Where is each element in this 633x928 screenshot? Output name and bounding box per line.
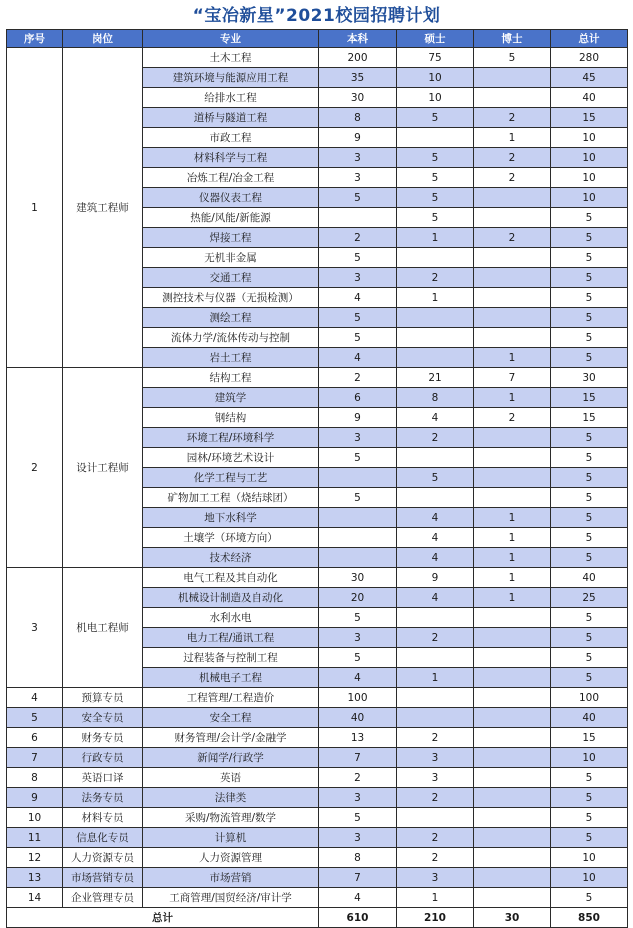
cell-position: 人力资源专员 <box>63 848 143 868</box>
cell-bachelor: 5 <box>319 308 397 328</box>
cell-major: 法律类 <box>143 788 319 808</box>
cell-master: 4 <box>397 548 474 568</box>
cell-bachelor: 5 <box>319 648 397 668</box>
cell-master <box>397 348 474 368</box>
table-row <box>7 868 628 888</box>
table-row <box>7 888 628 908</box>
cell-master: 5 <box>397 188 474 208</box>
cell-total: 10 <box>551 188 628 208</box>
total-master: 210 <box>397 908 474 928</box>
cell-bachelor: 5 <box>319 808 397 828</box>
cell-master: 21 <box>397 368 474 388</box>
cell-no: 10 <box>7 808 63 828</box>
cell-bachelor: 2 <box>319 228 397 248</box>
cell-master: 2 <box>397 788 474 808</box>
cell-master <box>397 608 474 628</box>
cell-major: 交通工程 <box>143 268 319 288</box>
total-row <box>7 908 628 928</box>
cell-bachelor: 4 <box>319 668 397 688</box>
cell-phd <box>474 428 551 448</box>
cell-major: 过程装备与控制工程 <box>143 648 319 668</box>
cell-position: 法务专员 <box>63 788 143 808</box>
cell-phd: 1 <box>474 528 551 548</box>
cell-major: 水利水电 <box>143 608 319 628</box>
cell-position: 材料专员 <box>63 808 143 828</box>
cell-major: 测绘工程 <box>143 308 319 328</box>
cell-master: 2 <box>397 268 474 288</box>
table-body <box>7 48 628 908</box>
table-row <box>7 688 628 708</box>
cell-master: 5 <box>397 108 474 128</box>
cell-bachelor: 20 <box>319 588 397 608</box>
cell-master: 10 <box>397 88 474 108</box>
cell-master: 4 <box>397 408 474 428</box>
cell-total: 5 <box>551 548 628 568</box>
cell-total: 5 <box>551 888 628 908</box>
cell-bachelor: 5 <box>319 188 397 208</box>
cell-no: 2 <box>7 368 63 568</box>
cell-master <box>397 708 474 728</box>
cell-major: 技术经济 <box>143 548 319 568</box>
cell-bachelor: 35 <box>319 68 397 88</box>
cell-bachelor: 3 <box>319 788 397 808</box>
cell-master: 9 <box>397 568 474 588</box>
cell-bachelor: 4 <box>319 888 397 908</box>
cell-total: 40 <box>551 568 628 588</box>
cell-total: 5 <box>551 608 628 628</box>
cell-bachelor <box>319 208 397 228</box>
cell-phd <box>474 208 551 228</box>
cell-bachelor: 40 <box>319 708 397 728</box>
cell-position: 机电工程师 <box>63 568 143 688</box>
table-row <box>7 728 628 748</box>
cell-phd <box>474 688 551 708</box>
cell-master: 4 <box>397 508 474 528</box>
cell-no: 5 <box>7 708 63 728</box>
table-row <box>7 828 628 848</box>
cell-phd <box>474 728 551 748</box>
cell-total: 25 <box>551 588 628 608</box>
cell-bachelor: 6 <box>319 388 397 408</box>
table-row <box>7 848 628 868</box>
cell-total: 5 <box>551 648 628 668</box>
cell-master: 2 <box>397 628 474 648</box>
cell-position: 信息化专员 <box>63 828 143 848</box>
cell-master <box>397 648 474 668</box>
cell-total: 5 <box>551 448 628 468</box>
cell-bachelor: 8 <box>319 108 397 128</box>
cell-total: 5 <box>551 768 628 788</box>
header-bachelor: 本科 <box>319 30 397 48</box>
cell-phd: 1 <box>474 588 551 608</box>
cell-phd <box>474 248 551 268</box>
cell-position: 预算专员 <box>63 688 143 708</box>
cell-total: 5 <box>551 348 628 368</box>
cell-phd <box>474 628 551 648</box>
cell-phd: 1 <box>474 388 551 408</box>
cell-total: 45 <box>551 68 628 88</box>
cell-phd: 2 <box>474 108 551 128</box>
table-row <box>7 48 628 68</box>
cell-phd <box>474 788 551 808</box>
header-major: 专业 <box>143 30 319 48</box>
cell-major: 安全工程 <box>143 708 319 728</box>
cell-bachelor: 3 <box>319 428 397 448</box>
cell-no: 6 <box>7 728 63 748</box>
cell-major: 电气工程及其自动化 <box>143 568 319 588</box>
cell-major: 结构工程 <box>143 368 319 388</box>
cell-bachelor: 7 <box>319 748 397 768</box>
cell-phd <box>474 808 551 828</box>
cell-major: 道桥与隧道工程 <box>143 108 319 128</box>
cell-major: 仪器仪表工程 <box>143 188 319 208</box>
cell-phd <box>474 68 551 88</box>
cell-major: 计算机 <box>143 828 319 848</box>
cell-total: 10 <box>551 148 628 168</box>
total-phd: 30 <box>474 908 551 928</box>
cell-bachelor: 5 <box>319 248 397 268</box>
cell-position: 安全专员 <box>63 708 143 728</box>
cell-position: 行政专员 <box>63 748 143 768</box>
cell-bachelor: 13 <box>319 728 397 748</box>
cell-master: 1 <box>397 668 474 688</box>
cell-phd <box>474 748 551 768</box>
cell-total: 5 <box>551 428 628 448</box>
cell-phd: 1 <box>474 348 551 368</box>
cell-total: 280 <box>551 48 628 68</box>
cell-phd <box>474 268 551 288</box>
cell-phd <box>474 288 551 308</box>
cell-major: 园林/环境艺术设计 <box>143 448 319 468</box>
total-bachelor: 610 <box>319 908 397 928</box>
table-row <box>7 808 628 828</box>
cell-phd <box>474 648 551 668</box>
cell-major: 土壤学（环境方向） <box>143 528 319 548</box>
header-master: 硕士 <box>397 30 474 48</box>
cell-phd: 2 <box>474 228 551 248</box>
cell-master <box>397 308 474 328</box>
cell-master <box>397 488 474 508</box>
table-row <box>7 768 628 788</box>
total-label: 总计 <box>7 908 319 928</box>
cell-total: 10 <box>551 168 628 188</box>
cell-bachelor: 3 <box>319 168 397 188</box>
cell-bachelor: 4 <box>319 288 397 308</box>
cell-major: 英语 <box>143 768 319 788</box>
cell-major: 给排水工程 <box>143 88 319 108</box>
cell-master: 1 <box>397 228 474 248</box>
cell-total: 15 <box>551 408 628 428</box>
cell-total: 5 <box>551 508 628 528</box>
cell-bachelor: 3 <box>319 628 397 648</box>
cell-bachelor: 30 <box>319 568 397 588</box>
cell-phd: 5 <box>474 48 551 68</box>
cell-total: 5 <box>551 668 628 688</box>
cell-no: 1 <box>7 48 63 368</box>
cell-no: 4 <box>7 688 63 708</box>
cell-total: 5 <box>551 308 628 328</box>
cell-bachelor: 30 <box>319 88 397 108</box>
cell-phd: 2 <box>474 148 551 168</box>
cell-phd <box>474 308 551 328</box>
table-row <box>7 788 628 808</box>
table-row <box>7 708 628 728</box>
cell-master: 3 <box>397 748 474 768</box>
header-position: 岗位 <box>63 30 143 48</box>
cell-phd <box>474 668 551 688</box>
cell-major: 采购/物流管理/数学 <box>143 808 319 828</box>
cell-major: 岩土工程 <box>143 348 319 368</box>
cell-bachelor <box>319 528 397 548</box>
cell-phd <box>474 328 551 348</box>
cell-major: 市场营销 <box>143 868 319 888</box>
cell-master: 3 <box>397 768 474 788</box>
cell-total: 5 <box>551 288 628 308</box>
cell-total: 10 <box>551 868 628 888</box>
cell-major: 地下水科学 <box>143 508 319 528</box>
cell-no: 7 <box>7 748 63 768</box>
cell-total: 5 <box>551 208 628 228</box>
cell-phd: 1 <box>474 508 551 528</box>
cell-master: 2 <box>397 828 474 848</box>
cell-major: 冶炼工程/冶金工程 <box>143 168 319 188</box>
cell-major: 人力资源管理 <box>143 848 319 868</box>
header-total: 总计 <box>551 30 628 48</box>
cell-major: 焊接工程 <box>143 228 319 248</box>
cell-major: 机械设计制造及自动化 <box>143 588 319 608</box>
cell-position: 财务专员 <box>63 728 143 748</box>
cell-phd <box>474 868 551 888</box>
cell-no: 13 <box>7 868 63 888</box>
cell-total: 5 <box>551 628 628 648</box>
cell-bachelor: 100 <box>319 688 397 708</box>
cell-position: 市场营销专员 <box>63 868 143 888</box>
cell-total: 5 <box>551 468 628 488</box>
cell-phd: 1 <box>474 548 551 568</box>
recruitment-plan-table <box>6 29 628 928</box>
cell-total: 15 <box>551 108 628 128</box>
cell-phd <box>474 768 551 788</box>
cell-master <box>397 448 474 468</box>
cell-bachelor: 5 <box>319 488 397 508</box>
cell-major: 热能/风能/新能源 <box>143 208 319 228</box>
cell-total: 5 <box>551 528 628 548</box>
cell-major: 市政工程 <box>143 128 319 148</box>
cell-master: 8 <box>397 388 474 408</box>
cell-master: 4 <box>397 588 474 608</box>
cell-major: 钢结构 <box>143 408 319 428</box>
cell-master: 1 <box>397 288 474 308</box>
cell-master: 5 <box>397 168 474 188</box>
cell-major: 土木工程 <box>143 48 319 68</box>
cell-master: 3 <box>397 868 474 888</box>
cell-total: 40 <box>551 88 628 108</box>
cell-total: 100 <box>551 688 628 708</box>
cell-phd <box>474 708 551 728</box>
cell-master <box>397 248 474 268</box>
cell-phd: 2 <box>474 168 551 188</box>
cell-total: 5 <box>551 328 628 348</box>
cell-bachelor: 8 <box>319 848 397 868</box>
cell-master: 2 <box>397 848 474 868</box>
cell-major: 工商管理/国贸经济/审计学 <box>143 888 319 908</box>
total-total: 850 <box>551 908 628 928</box>
cell-total: 10 <box>551 128 628 148</box>
cell-total: 5 <box>551 248 628 268</box>
cell-total: 5 <box>551 808 628 828</box>
cell-total: 30 <box>551 368 628 388</box>
cell-no: 12 <box>7 848 63 868</box>
cell-total: 15 <box>551 728 628 748</box>
cell-master <box>397 128 474 148</box>
cell-phd <box>474 468 551 488</box>
cell-phd <box>474 188 551 208</box>
cell-total: 5 <box>551 228 628 248</box>
cell-bachelor: 5 <box>319 608 397 628</box>
cell-phd <box>474 608 551 628</box>
cell-no: 8 <box>7 768 63 788</box>
cell-phd <box>474 848 551 868</box>
cell-no: 11 <box>7 828 63 848</box>
cell-master: 2 <box>397 428 474 448</box>
cell-no: 9 <box>7 788 63 808</box>
cell-bachelor: 3 <box>319 268 397 288</box>
cell-major: 财务管理/会计学/金融学 <box>143 728 319 748</box>
cell-no: 14 <box>7 888 63 908</box>
cell-major: 材料科学与工程 <box>143 148 319 168</box>
cell-phd <box>474 488 551 508</box>
cell-phd <box>474 448 551 468</box>
cell-bachelor: 5 <box>319 448 397 468</box>
cell-phd <box>474 828 551 848</box>
cell-phd: 2 <box>474 408 551 428</box>
cell-major: 建筑学 <box>143 388 319 408</box>
table-row <box>7 368 628 388</box>
cell-bachelor: 9 <box>319 408 397 428</box>
header-no: 序号 <box>7 30 63 48</box>
cell-master: 75 <box>397 48 474 68</box>
cell-major: 无机非金属 <box>143 248 319 268</box>
cell-bachelor: 3 <box>319 828 397 848</box>
cell-position: 企业管理专员 <box>63 888 143 908</box>
cell-master: 5 <box>397 468 474 488</box>
cell-bachelor: 3 <box>319 148 397 168</box>
cell-major: 流体力学/流体传动与控制 <box>143 328 319 348</box>
page-title: “宝冶新星”2021校园招聘计划 <box>192 6 441 26</box>
cell-major: 环境工程/环境科学 <box>143 428 319 448</box>
cell-major: 矿物加工工程（烧结球团） <box>143 488 319 508</box>
cell-master <box>397 808 474 828</box>
cell-phd <box>474 888 551 908</box>
cell-phd <box>474 88 551 108</box>
cell-major: 工程管理/工程造价 <box>143 688 319 708</box>
cell-bachelor: 7 <box>319 868 397 888</box>
cell-position: 建筑工程师 <box>63 48 143 368</box>
cell-total: 5 <box>551 268 628 288</box>
cell-total: 15 <box>551 388 628 408</box>
cell-bachelor: 2 <box>319 368 397 388</box>
cell-bachelor: 200 <box>319 48 397 68</box>
cell-major: 新闻学/行政学 <box>143 748 319 768</box>
cell-bachelor: 4 <box>319 348 397 368</box>
table-row <box>7 748 628 768</box>
cell-phd: 7 <box>474 368 551 388</box>
cell-bachelor <box>319 508 397 528</box>
cell-major: 测控技术与仪器（无损检测） <box>143 288 319 308</box>
cell-master <box>397 328 474 348</box>
cell-master: 10 <box>397 68 474 88</box>
cell-master: 5 <box>397 148 474 168</box>
cell-major: 化学工程与工艺 <box>143 468 319 488</box>
cell-bachelor <box>319 468 397 488</box>
cell-total: 5 <box>551 828 628 848</box>
cell-master: 1 <box>397 888 474 908</box>
header-phd: 博士 <box>474 30 551 48</box>
cell-master <box>397 688 474 708</box>
cell-total: 5 <box>551 488 628 508</box>
cell-phd: 1 <box>474 568 551 588</box>
cell-bachelor <box>319 548 397 568</box>
cell-total: 10 <box>551 848 628 868</box>
cell-phd: 1 <box>474 128 551 148</box>
cell-major: 电力工程/通讯工程 <box>143 628 319 648</box>
cell-bachelor: 5 <box>319 328 397 348</box>
cell-master: 2 <box>397 728 474 748</box>
cell-bachelor: 2 <box>319 768 397 788</box>
cell-total: 10 <box>551 748 628 768</box>
cell-master: 5 <box>397 208 474 228</box>
cell-total: 40 <box>551 708 628 728</box>
table-row <box>7 568 628 588</box>
cell-major: 建筑环境与能源应用工程 <box>143 68 319 88</box>
cell-master: 4 <box>397 528 474 548</box>
cell-major: 机械电子工程 <box>143 668 319 688</box>
cell-no: 3 <box>7 568 63 688</box>
cell-position: 设计工程师 <box>63 368 143 568</box>
cell-total: 5 <box>551 788 628 808</box>
cell-bachelor: 9 <box>319 128 397 148</box>
table-header-row <box>7 30 628 48</box>
cell-position: 英语口译 <box>63 768 143 788</box>
